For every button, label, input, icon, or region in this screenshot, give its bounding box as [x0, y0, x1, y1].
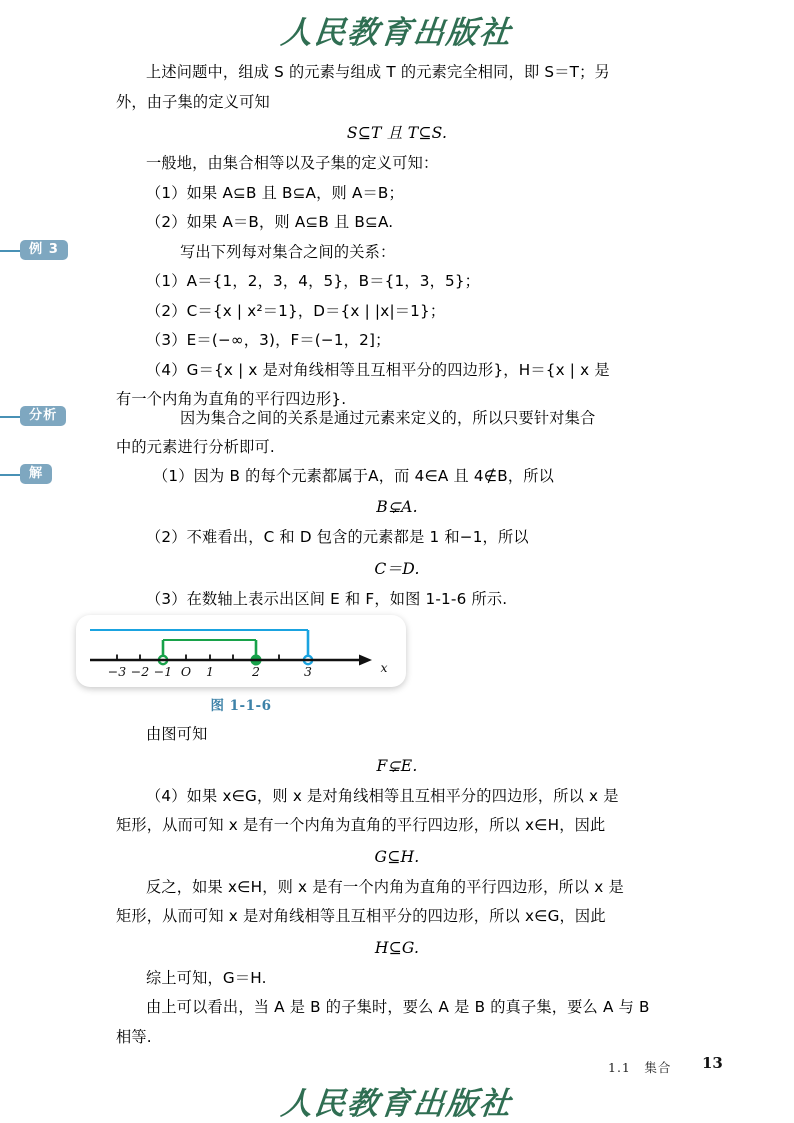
solution-step-6-line2: 矩形，从而可知 x 是对角线相等且互相平分的四边形，所以 x∈G，因此: [116, 907, 606, 925]
closing-line1: 由上可以看出，当 A 是 B 的子集时，要么 A 是 B 的真子集，要么 A 与 B: [146, 998, 650, 1016]
number-line-svg: [76, 615, 406, 687]
solution-step-7: 综上可知，G＝H.: [146, 968, 267, 987]
solution-badge: [20, 464, 52, 484]
number-line-figure: [76, 615, 406, 687]
solution-connector-line: [0, 474, 20, 476]
analysis-badge: [20, 406, 66, 426]
solution-display-1: B⊊A.: [376, 498, 418, 516]
list-item-2: （2）如果 A＝B，则 A⊆B 且 B⊆A.: [146, 213, 394, 231]
solution-badge-label: 解: [20, 464, 52, 484]
tick-label-origin: O: [180, 664, 192, 679]
paragraph-intro-line2: [116, 88, 678, 118]
solution-step-1: （1）因为 B 的每个元素都属于A，而 4∈A 且 4∉B，所以: [153, 467, 554, 485]
solution-step-6-line1: 反之，如果 x∈H，则 x 是有一个内角为直角的平行四边形，所以 x 是: [146, 877, 624, 896]
example-question-2: （2）C＝{x | x²＝1}，D＝{x | |x|＝1}；: [146, 301, 446, 320]
solution-step-2: （2）不难看出，C 和 D 包含的元素都是 1 和−1，所以: [146, 528, 529, 546]
analysis-badge-label: 分析: [20, 406, 66, 426]
solution-display-4: G⊆H.: [374, 847, 420, 866]
figure-caption: 图 1-1-6: [210, 698, 272, 714]
example-connector-line: [0, 250, 20, 252]
example-badge-label: 例 3: [20, 240, 68, 260]
intro-text-2: 外，由子集的定义可知: [116, 92, 270, 111]
tick-label-neg2: −2: [130, 664, 150, 679]
axis-label-x: x: [380, 660, 388, 675]
analysis-connector-line: [0, 416, 20, 418]
publisher-logo-bottom: 人民教育出版社: [279, 1086, 515, 1122]
paragraph-general: 一般地，由集合相等以及子集的定义可知：: [146, 154, 439, 172]
display-formula-1: S⊆T 且 T⊆S.: [346, 124, 448, 142]
tick-label-3: 3: [304, 664, 312, 679]
tick-label-1: 1: [206, 664, 214, 679]
tick-label-neg1: −1: [153, 664, 173, 679]
solution-step-5-line2: 矩形，从而可知 x 是有一个内角为直角的平行四边形，所以 x∈H，因此: [116, 816, 606, 834]
solution-step-4: 由图可知: [146, 725, 208, 743]
footer-page-number: 13: [702, 1054, 723, 1072]
closing-line2: 相等.: [116, 1027, 152, 1046]
paragraph-intro-line1: [116, 58, 678, 88]
example-question-1: （1）A＝{1，2，3，4，5}，B＝{1，3，5}；: [146, 272, 481, 290]
solution-display-3: F⊊E.: [376, 756, 418, 775]
solution-display-2: C＝D.: [374, 559, 420, 578]
footer-section-label: 1.1 集合: [608, 1060, 672, 1075]
page-content: [0, 58, 794, 1058]
number-line-tick-labels: [108, 660, 388, 679]
solution-step-3: （3）在数轴上表示出区间 E 和 F，如图 1-1-6 所示.: [146, 589, 508, 608]
example-title: 写出下列每对集合之间的关系：: [180, 243, 396, 261]
analysis-line2: 中的元素进行分析即可.: [116, 438, 275, 456]
solution-display-5: H⊆G.: [374, 938, 420, 957]
example-question-3: （3）E＝(−∞，3)，F＝(−1，2]；: [146, 331, 391, 349]
publisher-logo-top: 人民教育出版社: [279, 15, 515, 51]
analysis-line1: 因为集合之间的关系是通过元素来定义的，所以只要针对集合: [180, 409, 596, 427]
tick-label-2: 2: [252, 664, 260, 679]
example-question-4-line1: （4）G＝{x | x 是对角线相等且互相平分的四边形}，H＝{x | x 是: [146, 360, 610, 379]
example-badge: [20, 240, 68, 260]
list-item-1: （1）如果 A⊆B 且 B⊆A，则 A＝B；: [146, 183, 404, 202]
tick-label-neg3: −3: [107, 664, 127, 679]
intro-text-1: 上述问题中，组成 S 的元素与组成 T 的元素完全相同，即 S＝T；另: [146, 63, 610, 81]
solution-step-5-line1: （4）如果 x∈G，则 x 是对角线相等且互相平分的四边形，所以 x 是: [146, 786, 619, 805]
example-question-4-line2: 有一个内角为直角的平行四边形}.: [116, 390, 347, 408]
